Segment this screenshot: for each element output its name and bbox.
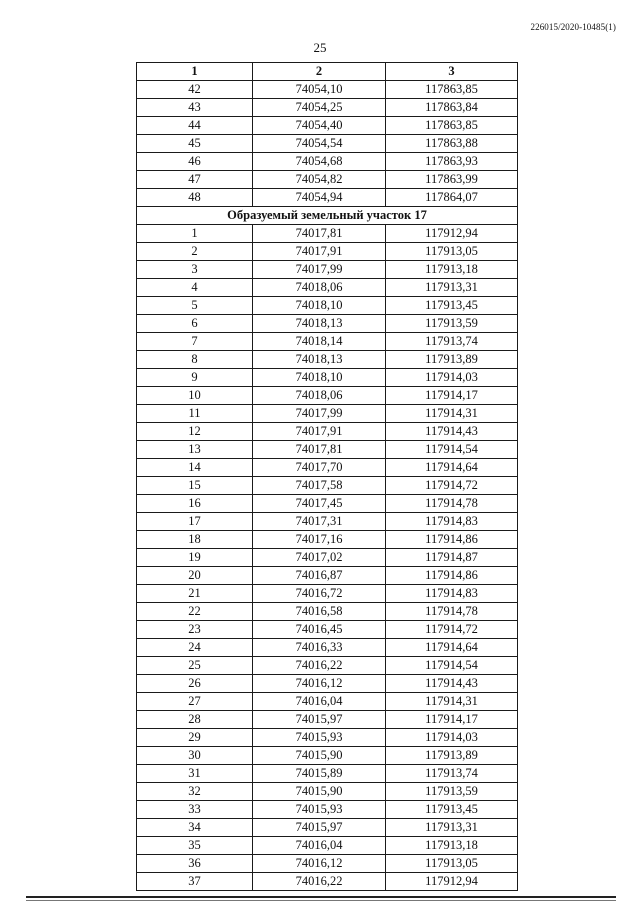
point-number-cell: 15 — [137, 477, 253, 495]
table-row — [137, 171, 518, 189]
x-coordinate-cell: 74016,22 — [253, 873, 386, 891]
y-coordinate-cell: 117914,72 — [386, 477, 518, 495]
section-header-row — [137, 207, 518, 225]
table-row — [137, 621, 518, 639]
point-number-cell: 36 — [137, 855, 253, 873]
point-number-cell: 37 — [137, 873, 253, 891]
table-row — [137, 495, 518, 513]
table-row — [137, 459, 518, 477]
y-coordinate-cell: 117913,18 — [386, 837, 518, 855]
column-header-3: 3 — [386, 63, 518, 81]
point-number-cell: 29 — [137, 729, 253, 747]
table-row — [137, 855, 518, 873]
table-row — [137, 675, 518, 693]
x-coordinate-cell: 74016,33 — [253, 639, 386, 657]
table-row — [137, 333, 518, 351]
table-row — [137, 783, 518, 801]
table-header-row — [137, 63, 518, 81]
table-row — [137, 693, 518, 711]
x-coordinate-cell: 74054,25 — [253, 99, 386, 117]
y-coordinate-cell: 117914,43 — [386, 675, 518, 693]
y-coordinate-cell: 117913,31 — [386, 819, 518, 837]
point-number-cell: 18 — [137, 531, 253, 549]
table-row — [137, 261, 518, 279]
y-coordinate-cell: 117914,72 — [386, 621, 518, 639]
point-number-cell: 1 — [137, 225, 253, 243]
page-number: 25 — [313, 40, 327, 55]
y-coordinate-cell: 117914,17 — [386, 711, 518, 729]
point-number-cell: 21 — [137, 585, 253, 603]
y-coordinate-cell: 117914,86 — [386, 567, 518, 585]
y-coordinate-cell: 117913,05 — [386, 855, 518, 873]
x-coordinate-cell: 74054,68 — [253, 153, 386, 171]
point-number-cell: 43 — [137, 99, 253, 117]
y-coordinate-cell: 117863,85 — [386, 81, 518, 99]
y-coordinate-cell: 117913,31 — [386, 279, 518, 297]
point-number-cell: 42 — [137, 81, 253, 99]
table-row — [137, 351, 518, 369]
x-coordinate-cell: 74017,81 — [253, 441, 386, 459]
table-row — [137, 315, 518, 333]
x-coordinate-cell: 74015,93 — [253, 729, 386, 747]
table-body-top — [137, 81, 518, 207]
x-coordinate-cell: 74018,14 — [253, 333, 386, 351]
point-number-cell: 22 — [137, 603, 253, 621]
y-coordinate-cell: 117914,78 — [386, 603, 518, 621]
table-row — [137, 99, 518, 117]
point-number-cell: 31 — [137, 765, 253, 783]
point-number-cell: 16 — [137, 495, 253, 513]
x-coordinate-cell: 74017,81 — [253, 225, 386, 243]
x-coordinate-cell: 74018,06 — [253, 387, 386, 405]
x-coordinate-cell: 74018,13 — [253, 315, 386, 333]
column-header-1: 1 — [137, 63, 253, 81]
x-coordinate-cell: 74015,90 — [253, 747, 386, 765]
section-header-group — [137, 207, 518, 225]
x-coordinate-cell: 74016,12 — [253, 675, 386, 693]
x-coordinate-cell: 74017,31 — [253, 513, 386, 531]
point-number-cell: 30 — [137, 747, 253, 765]
point-number-cell: 48 — [137, 189, 253, 207]
table-row — [137, 405, 518, 423]
point-number-cell: 14 — [137, 459, 253, 477]
table-row — [137, 639, 518, 657]
y-coordinate-cell: 117863,85 — [386, 117, 518, 135]
x-coordinate-cell: 74018,10 — [253, 297, 386, 315]
table-row — [137, 801, 518, 819]
x-coordinate-cell: 74015,93 — [253, 801, 386, 819]
point-number-cell: 28 — [137, 711, 253, 729]
y-coordinate-cell: 117913,74 — [386, 765, 518, 783]
x-coordinate-cell: 74016,04 — [253, 837, 386, 855]
table-row — [137, 369, 518, 387]
x-coordinate-cell: 74017,45 — [253, 495, 386, 513]
y-coordinate-cell: 117863,88 — [386, 135, 518, 153]
table-row — [137, 567, 518, 585]
y-coordinate-cell: 117913,18 — [386, 261, 518, 279]
x-coordinate-cell: 74016,87 — [253, 567, 386, 585]
table-row — [137, 747, 518, 765]
table-row — [137, 513, 518, 531]
x-coordinate-cell: 74054,54 — [253, 135, 386, 153]
table-row — [137, 603, 518, 621]
table-row — [137, 549, 518, 567]
x-coordinate-cell: 74054,40 — [253, 117, 386, 135]
y-coordinate-cell: 117912,94 — [386, 225, 518, 243]
point-number-cell: 35 — [137, 837, 253, 855]
y-coordinate-cell: 117914,78 — [386, 495, 518, 513]
y-coordinate-cell: 117914,54 — [386, 657, 518, 675]
y-coordinate-cell: 117913,45 — [386, 297, 518, 315]
table-row — [137, 135, 518, 153]
point-number-cell: 4 — [137, 279, 253, 297]
point-number-cell: 5 — [137, 297, 253, 315]
y-coordinate-cell: 117863,99 — [386, 171, 518, 189]
point-number-cell: 26 — [137, 675, 253, 693]
x-coordinate-cell: 74016,12 — [253, 855, 386, 873]
table-row — [137, 657, 518, 675]
y-coordinate-cell: 117912,94 — [386, 873, 518, 891]
table-row — [137, 765, 518, 783]
table-row — [137, 477, 518, 495]
point-number-cell: 17 — [137, 513, 253, 531]
point-number-cell: 34 — [137, 819, 253, 837]
y-coordinate-cell: 117914,64 — [386, 459, 518, 477]
y-coordinate-cell: 117913,89 — [386, 747, 518, 765]
y-coordinate-cell: 117863,84 — [386, 99, 518, 117]
x-coordinate-cell: 74018,10 — [253, 369, 386, 387]
point-number-cell: 20 — [137, 567, 253, 585]
x-coordinate-cell: 74016,22 — [253, 657, 386, 675]
x-coordinate-cell: 74016,45 — [253, 621, 386, 639]
point-number-cell: 46 — [137, 153, 253, 171]
table-row — [137, 117, 518, 135]
table-row — [137, 225, 518, 243]
y-coordinate-cell: 117914,31 — [386, 693, 518, 711]
y-coordinate-cell: 117913,45 — [386, 801, 518, 819]
x-coordinate-cell: 74054,82 — [253, 171, 386, 189]
point-number-cell: 27 — [137, 693, 253, 711]
table-row — [137, 819, 518, 837]
y-coordinate-cell: 117914,54 — [386, 441, 518, 459]
table-row — [137, 729, 518, 747]
point-number-cell: 6 — [137, 315, 253, 333]
point-number-cell: 10 — [137, 387, 253, 405]
y-coordinate-cell: 117914,43 — [386, 423, 518, 441]
point-number-cell: 8 — [137, 351, 253, 369]
table-row — [137, 81, 518, 99]
table-row — [137, 189, 518, 207]
x-coordinate-cell: 74017,99 — [253, 261, 386, 279]
table-row — [137, 837, 518, 855]
x-coordinate-cell: 74017,02 — [253, 549, 386, 567]
point-number-cell: 7 — [137, 333, 253, 351]
y-coordinate-cell: 117914,03 — [386, 729, 518, 747]
x-coordinate-cell: 74016,04 — [253, 693, 386, 711]
x-coordinate-cell: 74017,70 — [253, 459, 386, 477]
point-number-cell: 47 — [137, 171, 253, 189]
table-body-section — [137, 225, 518, 891]
y-coordinate-cell: 117914,64 — [386, 639, 518, 657]
x-coordinate-cell: 74017,91 — [253, 423, 386, 441]
x-coordinate-cell: 74015,97 — [253, 711, 386, 729]
bottom-rule-thin — [26, 900, 616, 901]
y-coordinate-cell: 117914,17 — [386, 387, 518, 405]
x-coordinate-cell: 74018,13 — [253, 351, 386, 369]
x-coordinate-cell: 74015,97 — [253, 819, 386, 837]
point-number-cell: 23 — [137, 621, 253, 639]
bottom-rule — [26, 896, 616, 898]
table-row — [137, 279, 518, 297]
point-number-cell: 3 — [137, 261, 253, 279]
table-row — [137, 531, 518, 549]
y-coordinate-cell: 117914,86 — [386, 531, 518, 549]
y-coordinate-cell: 117913,59 — [386, 315, 518, 333]
point-number-cell: 11 — [137, 405, 253, 423]
x-coordinate-cell: 74018,06 — [253, 279, 386, 297]
x-coordinate-cell: 74017,99 — [253, 405, 386, 423]
point-number-cell: 13 — [137, 441, 253, 459]
y-coordinate-cell: 117913,05 — [386, 243, 518, 261]
table-row — [137, 711, 518, 729]
table-row — [137, 441, 518, 459]
x-coordinate-cell: 74016,72 — [253, 585, 386, 603]
table-row — [137, 297, 518, 315]
x-coordinate-cell: 74015,89 — [253, 765, 386, 783]
table-row — [137, 585, 518, 603]
y-coordinate-cell: 117863,93 — [386, 153, 518, 171]
table-row — [137, 387, 518, 405]
section-title: Образуемый земельный участок 17 — [137, 207, 518, 225]
y-coordinate-cell: 117914,87 — [386, 549, 518, 567]
x-coordinate-cell: 74054,94 — [253, 189, 386, 207]
point-number-cell: 2 — [137, 243, 253, 261]
y-coordinate-cell: 117913,59 — [386, 783, 518, 801]
table-row — [137, 873, 518, 891]
point-number-cell: 45 — [137, 135, 253, 153]
y-coordinate-cell: 117914,83 — [386, 513, 518, 531]
y-coordinate-cell: 117914,31 — [386, 405, 518, 423]
y-coordinate-cell: 117913,89 — [386, 351, 518, 369]
x-coordinate-cell: 74017,16 — [253, 531, 386, 549]
document-id: 226015/2020-10485(1) — [530, 22, 616, 32]
point-number-cell: 9 — [137, 369, 253, 387]
y-coordinate-cell: 117864,07 — [386, 189, 518, 207]
point-number-cell: 12 — [137, 423, 253, 441]
point-number-cell: 44 — [137, 117, 253, 135]
table-row — [137, 153, 518, 171]
point-number-cell: 32 — [137, 783, 253, 801]
x-coordinate-cell: 74054,10 — [253, 81, 386, 99]
x-coordinate-cell: 74015,90 — [253, 783, 386, 801]
x-coordinate-cell: 74016,58 — [253, 603, 386, 621]
point-number-cell: 24 — [137, 639, 253, 657]
point-number-cell: 19 — [137, 549, 253, 567]
point-number-cell: 33 — [137, 801, 253, 819]
x-coordinate-cell: 74017,58 — [253, 477, 386, 495]
coordinates-table — [136, 62, 518, 891]
y-coordinate-cell: 117914,83 — [386, 585, 518, 603]
column-header-2: 2 — [253, 63, 386, 81]
point-number-cell: 25 — [137, 657, 253, 675]
x-coordinate-cell: 74017,91 — [253, 243, 386, 261]
y-coordinate-cell: 117913,74 — [386, 333, 518, 351]
table-row — [137, 243, 518, 261]
y-coordinate-cell: 117914,03 — [386, 369, 518, 387]
table-row — [137, 423, 518, 441]
